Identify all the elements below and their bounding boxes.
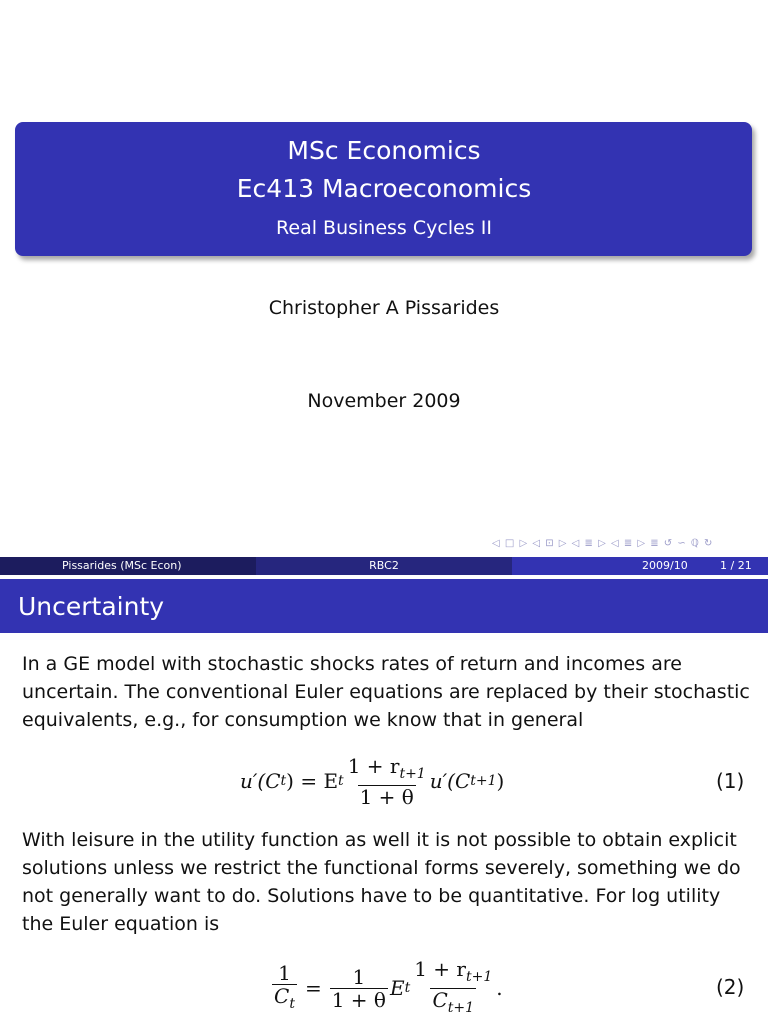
eq1-expect-sub: t xyxy=(338,773,344,789)
beamer-navigation-icons[interactable]: ◁ □ ▷ ◁ ⊡ ▷ ◁ ≣ ▷ ◁ ≣ ▷ ≣ ↺ ∽ ℚ ↻ xyxy=(492,538,714,549)
eq1-lhs: u′(C xyxy=(240,769,281,793)
frame-title-bar xyxy=(0,579,768,633)
eq1-frac-num-sub: t+1 xyxy=(399,765,426,782)
eq2-expect: E xyxy=(389,976,405,1000)
eq1-rhs-close: ) xyxy=(496,769,505,793)
footer-page-number: 1 / 21 xyxy=(720,559,752,572)
lecture-subtitle: Real Business Cycles II xyxy=(276,217,492,239)
footer-info xyxy=(512,557,768,575)
paragraph-intro: In a GE model with stochastic shocks rates of return and incomes are uncertain. The conventional Euler equations are replaced by their stochastic equivalents, e.g., for consumption we know that in general xyxy=(22,653,750,731)
eq1-rhs-sub: t+1 xyxy=(470,773,497,789)
frame-title: Uncertainty xyxy=(18,592,165,621)
eq2-frac3-den: C xyxy=(432,987,448,1012)
presentation-date: November 2009 xyxy=(307,390,461,412)
eq1-fraction xyxy=(346,755,428,808)
program-title: MSc Economics xyxy=(287,136,481,165)
footer-bar xyxy=(0,557,768,575)
eq2-expect-sub: t xyxy=(404,980,411,996)
eq2-frac3-num-sub: t+1 xyxy=(465,968,493,985)
equation-2 xyxy=(270,958,503,1018)
eq2-fraction-2 xyxy=(330,966,388,1011)
footer-author xyxy=(0,557,256,575)
eq2-equals: = xyxy=(304,976,322,1000)
eq1-lhs-sub: t xyxy=(280,773,287,789)
equation-number-2: (2) xyxy=(716,975,745,999)
eq2-frac2-den: 1 + θ xyxy=(331,987,386,1012)
eq2-frac2-num: 1 xyxy=(352,964,366,989)
eq2-frac1-num: 1 xyxy=(278,960,291,985)
equation-1 xyxy=(240,753,505,809)
author-name: Christopher A Pissarides xyxy=(268,297,500,319)
equation-number-1: (1) xyxy=(716,769,745,793)
footer-short-title-text: RBC2 xyxy=(369,559,399,572)
footer-year: 2009/10 xyxy=(642,559,688,572)
eq1-frac-num: 1 + r xyxy=(347,753,400,778)
eq1-lhs-close: ) = E xyxy=(286,769,339,793)
eq1-frac-den: 1 + θ xyxy=(359,784,414,809)
eq2-frac1-den: C xyxy=(274,983,290,1008)
eq2-fraction-3 xyxy=(412,958,494,1019)
course-title: Ec413 Macroeconomics xyxy=(236,174,532,203)
eq2-frac3-num: 1 + r xyxy=(414,956,466,981)
paragraph-log-utility: With leisure in the utility function as well it is not possible to obtain explicit solutions unless we restrict the functional forms severely, something we do not generally want to do. Solutions have to be quantitative. For log utility the Euler equation is xyxy=(22,829,741,935)
footer-short-title xyxy=(256,557,512,575)
eq2-end: . xyxy=(496,976,503,1000)
eq1-rhs: u′(C xyxy=(429,769,471,793)
eq2-frac3-den-sub: t+1 xyxy=(447,999,475,1016)
footer-author-text: Pissarides (MSc Econ) xyxy=(62,559,182,572)
eq2-frac1-den-sub: t xyxy=(289,995,295,1012)
eq2-fraction-1 xyxy=(272,962,297,1015)
